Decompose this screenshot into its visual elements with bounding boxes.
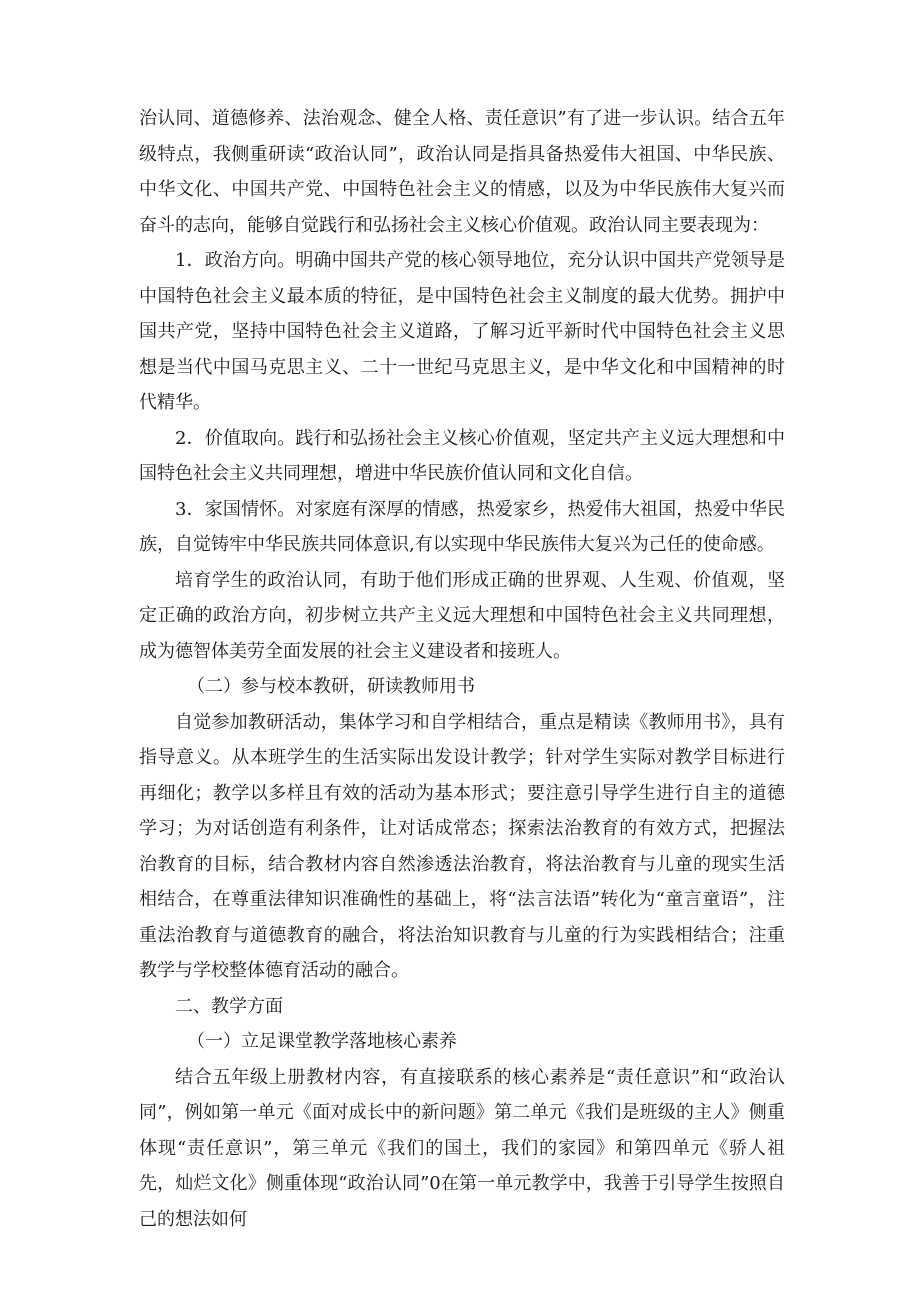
section-heading-school-research: （二）参与校本教研，研读教师用书 [187, 676, 475, 697]
paragraph-value-orientation: 2．价值取向。践行和弘扬社会主义核心价值观，坚定共产主义远大理想和中国特色社会主义共同理想，增进中华民族价值认同和文化自信。 [139, 427, 785, 484]
section-heading-teaching: 二、教学方面 [175, 995, 283, 1017]
paragraph-teacher-book: 自觉参加教研活动，集体学习和自学相结合，重点是精读《教师用书》，具有指导意义。从本班学生的生活实际出发设计教学；针对学生实际对教学目标进行再细化；教学以多样且有效的活动为基本形式；要注意引导学生进行自主的道德学习；为对话创造有利条件，让对话成常态；探索法治教育的有效方式，把握法治教育的目标，结合教材内容自然渗透法治教育，将法治教育与儿童的现实生活相结合，在尊重法律知识准确性的基础上，将“法言法语”转化为“童言童语”，注重法治教育与道德教育的融合，将法治知识教育与儿童的行为实践相结合；注重教学与学校整体德育活动的融合。 [139, 711, 785, 981]
paragraph-grade-five-content: 结合五年级上册教材内容，有直接联系的核心素养是“责任意识”和“政治认同”，例如第一单元《面对成长中的新问题》第二单元《我们是班级的主人》侧重体现“责任意识”，第三单元《我们的国土，我们的家园》和第四单元《骄人祖先，灿烂文化》侧重体现“政治认同”0在第一单元教学中，我善于引导学生按照自己的想法如何 [139, 1066, 785, 1230]
paragraph-patriotism: 3．家国情怀。对家庭有深厚的情感，热爱家乡，热爱伟大祖国，热爱中华民族，自觉铸牢中华民族共同体意识,有以实现中华民族伟大复兴为己任的使命感。 [139, 498, 785, 555]
section-heading-classroom: （一）立足课堂教学落地核心素养 [187, 1031, 457, 1052]
paragraph-political-identity-intro: 治认同、道德修养、法治观念、健全人格、责任意识”有了进一步认识。结合五年级特点，我侧重研读“政治认同”，政治认同是指具备热爱伟大祖国、中华民族、中华文化、中国共产党、中国特色社会主义的情感，以及为中华民族伟大复兴而奋斗的志向，能够自觉践行和弘扬社会主义核心价值观。政治认同主要表现为： [139, 108, 785, 236]
paragraph-cultivation: 培育学生的政治认同，有助于他们形成正确的世界观、人生观、价值观，坚定正确的政治方向，初步树立共产主义远大理想和中国特色社会主义共同理想，成为德智体美劳全面发展的社会主义建设者和接班人。 [139, 569, 785, 662]
document-page [139, 101, 785, 1237]
paragraph-political-direction: 1．政治方向。明确中国共产党的核心领导地位，充分认识中国共产党领导是中国特色社会主义最本质的特征，是中国特色社会主义制度的最大优势。拥护中国共产党，坚持中国特色社会主义道路，了解习近平新时代中国特色社会主义思想是当代中国马克思主义、二十一世纪马克思主义，是中华文化和中国精神的时代精华。 [139, 250, 785, 413]
